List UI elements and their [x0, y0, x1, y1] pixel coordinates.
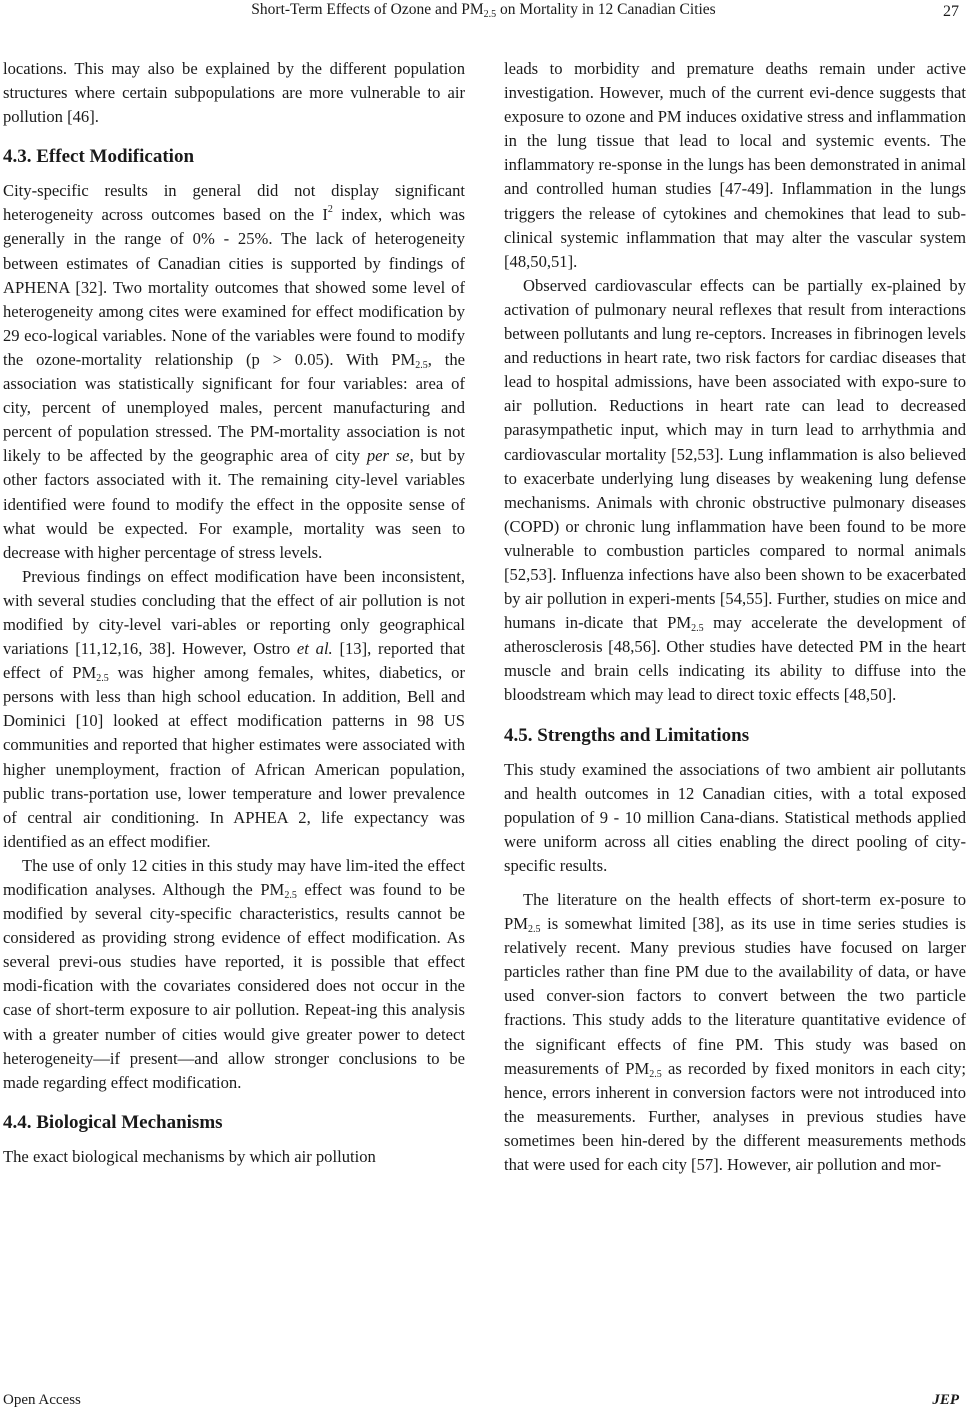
paragraph	[3, 565, 465, 854]
paragraph	[3, 179, 465, 565]
paragraph	[3, 854, 465, 1095]
paragraph	[504, 888, 966, 1177]
right-column	[504, 57, 966, 1177]
text-run: The use of only 12 cities in this study may have lim-ited the effect modification analyses. Although the PM	[3, 855, 465, 899]
subscript: 2.5	[415, 359, 428, 371]
footer-open-access: Open Access	[3, 1392, 81, 1408]
italic-text: et al.	[296, 639, 333, 659]
footer-journal: JEP	[932, 1392, 959, 1408]
text-run: , the association was statistically significant for four variables: area of city, percent of unemployed males, percent manufacturing and percent of population stressed. The PM-mortality association is not likely to be affected by the geographic area of city	[3, 349, 465, 466]
superscript: 2	[327, 204, 333, 216]
section-heading-4-5: 4.5. Strengths and Limitations	[504, 724, 750, 746]
paragraph: This study examined the associations of two ambient air pollutants and health outcomes in 12 Canadian cities, with a total exposed population of 9 - 10 million Cana-dians. Statistical methods applied were uniform across all cities enabling the direct pooling of city-specific results.	[504, 759, 966, 875]
text-run: is somewhat limited [38], as its use in time series studies is relatively recent. Many previous studies have focused on larger particles rather than fine PM due to the availability of data, or have used conver-sion factors to convert between the two particle fractions. This study adds to the literature quantitative evidence of the significant effects of fine PM. This study was based on measurements of PM	[504, 914, 966, 1078]
running-title	[0, 1, 967, 19]
subscript: 2.5	[96, 673, 109, 685]
paragraph: The exact biological mechanisms by which air pollution	[3, 1146, 376, 1166]
italic-text: per se	[366, 446, 410, 466]
text-run: The literature on the health effects of short-term ex-posure to PM	[504, 890, 966, 934]
left-column	[3, 57, 465, 1169]
text-run: [13], reported that effect of PM	[3, 639, 465, 683]
section-heading-4-4: 4.4. Biological Mechanisms	[3, 1111, 223, 1133]
text-run: may accelerate the development of atherosclerosis [48,56]. Other studies have detected PM in the heart muscle and brain cells indicating its ability to diffuse into the bloodstream which may lead to direct toxic effects [48,50].	[504, 613, 966, 705]
running-head	[0, 0, 967, 26]
text-run: , but by other factors associated with it. The remaining city-level variables identified were found to modify the effect in the opposite sense of what would be expected. For example, mortality was seen to decrease with higher percentage of stress levels.	[3, 446, 466, 562]
text-run: Previous findings on effect modification have been inconsistent, with several studies concluding that the effect of air pollution is not modified by city-level vari-ables or reporting only geographical variations [11,12,16, 38]. However, Ostro	[3, 566, 465, 659]
subscript: 2.5	[483, 9, 497, 20]
paragraph: leads to morbidity and premature deaths remain under active investigation. However, much of the current evi-dence suggests that exposure to ozone and PM induces oxidative stress and inflammation in the lung tissue that lead to local and systemic events. The inflammatory re-sponse in the lungs has been demonstrated in animal and controlled human studies [47-49]. Inflammation in the lungs triggers the release of cytokines and chemokines that lead to sub-clinical systemic inflammation that may alter the vascular system [48,50,51].	[504, 59, 966, 271]
text-run: was higher among females, whites, diabetics, or persons with less than high school education. In addition, Bell and Dominici [10] looked at effect modification patterns in 98 US communities and reported that higher estimates were associated with higher unemployment, fraction of African American population, public trans-portation use, lower temperature and lower prevalence of central air conditioning. In APHEA 2, life expectancy was identified as an effect modifier.	[3, 663, 465, 851]
section-heading-4-3: 4.3. Effect Modification	[3, 146, 195, 168]
subscript: 2.5	[649, 1068, 662, 1080]
paragraph: locations. This may also be explained by the different population structures where certain subpopulations are more vulnerable to air pollution [46].	[3, 59, 465, 127]
subscript: 2.5	[284, 890, 297, 901]
subscript: 2.5	[527, 924, 541, 936]
text-run: as recorded by fixed monitors in each city; hence, errors inherent in conversion factors were not introduced into the measurements. Further, analyses in previous studies have sometimes been hin-dered by the different measurements methods that were used for each city [57]. However, air pollution and mor-	[504, 1058, 966, 1175]
paragraph	[504, 274, 966, 708]
text-run: Observed cardiovascular effects can be partially ex-plained by activation of pulmonary neural reflexes that result from interactions between pollutants and lung re-ceptors. Increases in fibrinogen levels and reductions in heart rate, two risk factors for cardiac diseases that lead to hospital admissions, have been associated with expo-sure to air pollution. Reductions in heart rate can lead to decreased parasympathetic input, which may in turn lead to arrhythmia and cardiovascular mortality [52,53]. Lung inflammation is also believed to exacerbate underlying lung diseases by weakening lung defense mechanisms. Animals with chronic obstructive pulmonary diseases (COPD) or chronic lung inflammation have been found to be more vulnerable to combustion particles compared to normal animals [52,53]. Influenza infections have also been shown to be exacerbated by air pollution in experi-ments [54,55]. Further, studies on mice and humans in-dicate that PM	[504, 275, 966, 633]
running-title-part: on Mortality in 12 Canadian Cities	[496, 1, 716, 18]
page-number: 27	[943, 3, 959, 20]
subscript: 2.5	[691, 623, 704, 635]
text-run: City-specific results in general did not display significant heterogeneity across outcomes based on the I	[3, 181, 465, 225]
running-title-part: Short-Term Effects of Ozone and PM	[251, 1, 484, 18]
page-footer	[0, 1392, 967, 1412]
text-run: effect was found to be modified by several city-specific characteristics, results cannot be considered as providing strong evidence of effect modification. As several previ-ous studies have reported, it is possible that effect modi-fication with the covariates considered does not occur in the case of short-term exposure to air pollution. Repeat-ing this analysis with a greater number of cities would give greater power to detect heterogeneity—if present—and allow stronger conclusions to be made regarding effect modification.	[3, 880, 466, 1092]
text-run: index, which was generally in the range of 0% - 25%. The lack of heterogeneity between estimates of Canadian cities is supported by findings of APHENA [32]. Two mortality outcomes that showed some level of heterogeneity among cites were examined for effect modification by 29 eco-logical variables. None of the variables were found to modify the ozone-mortality relationship (p > 0.05). With PM	[3, 205, 465, 369]
